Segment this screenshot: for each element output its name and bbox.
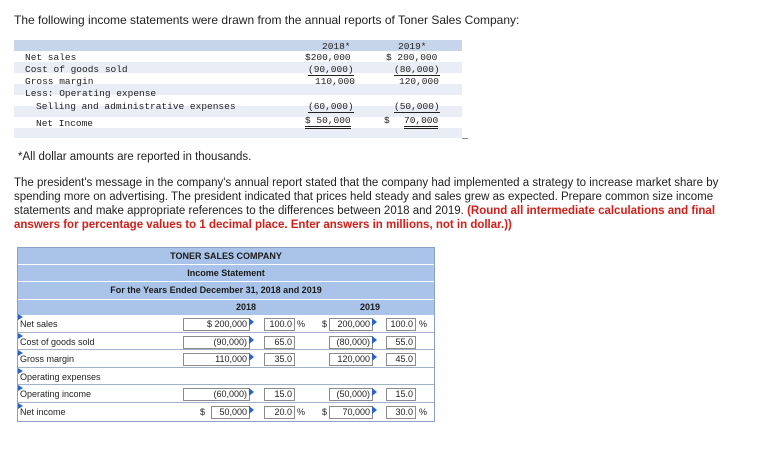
flag-icon	[372, 388, 377, 396]
footnote: *All dollar amounts are reported in thousands.	[18, 151, 252, 163]
input-2018-gross-margin[interactable]: 110,000	[183, 353, 250, 366]
given-2018-net-income: $ 50,000	[305, 115, 351, 129]
given-2018-gross-margin: 110,000	[315, 76, 355, 87]
given-income-statement	[14, 40, 462, 138]
row-label-net-sales: Net sales	[20, 319, 58, 329]
col-header-2019: 2019	[360, 302, 381, 312]
input-2018-operating-income[interactable]: (60,000)	[183, 388, 250, 401]
flag-icon	[249, 353, 254, 361]
input-2018-pct-net-income[interactable]: 20.0	[264, 406, 295, 419]
pct-sign: %	[419, 319, 428, 329]
input-2019-pct-operating-income[interactable]: 15.0	[386, 388, 416, 401]
input-2019-pct-cogs[interactable]: 55.0	[386, 336, 416, 349]
problem-text: The president's message in the company's annual report stated that the company had implemented a strategy to increase market share by spending more on advertising. The president indicated that prices held steady and sales grew as expected. Prepare common size income statements and make appropriate references to the differences between 2018 and 2019.	[14, 177, 719, 217]
given-2019-dollar-sign: $	[384, 115, 390, 126]
pct-sign: %	[419, 407, 428, 417]
input-2018-pct-gross-margin[interactable]: 35.0	[264, 353, 295, 366]
input-2018-pct-net-sales[interactable]: 100.0	[264, 318, 295, 331]
given-label-sga: Selling and administrative expenses	[36, 101, 236, 112]
given-label-gross-margin: Gross margin	[25, 76, 94, 87]
row-label-operating-income: Operating income	[20, 389, 92, 399]
row-label-net-income: Net income	[20, 407, 66, 417]
row-label-operating-expenses: Operating expenses	[20, 372, 101, 382]
input-2018-net-income[interactable]: 50,000	[211, 406, 250, 419]
given-label-cogs: Cost of goods sold	[25, 64, 128, 75]
given-label-net-income: Net Income	[36, 118, 94, 129]
dollar-sign: $	[322, 319, 328, 329]
input-2019-pct-net-income[interactable]: 30.0	[386, 406, 416, 419]
flag-icon	[372, 353, 377, 361]
input-2018-net-sales[interactable]: $ 200,000	[183, 318, 250, 331]
row-label-gross-margin: Gross margin	[20, 354, 75, 364]
given-2018-cogs: (90,000)	[308, 64, 354, 75]
problem-paragraph	[14, 176, 734, 232]
flag-icon	[372, 336, 377, 344]
row-label-cogs: Cost of goods sold	[20, 337, 95, 347]
input-2019-operating-income[interactable]: (50,000)	[329, 388, 373, 401]
table-company-header: TONER SALES COMPANY	[18, 248, 434, 264]
dollar-sign: $	[200, 407, 206, 417]
flag-icon	[372, 318, 377, 326]
given-label-net-sales: Net sales	[25, 52, 77, 63]
input-2018-pct-operating-income[interactable]: 15.0	[264, 388, 295, 401]
given-2019-gross-margin: 120,000	[399, 76, 439, 87]
input-2018-pct-cogs[interactable]: 65.0	[264, 336, 295, 349]
input-2019-pct-net-sales[interactable]: 100.0	[386, 318, 416, 331]
col-header-2018: 2018	[236, 302, 257, 312]
given-2018-sga: (60,000)	[308, 101, 354, 112]
given-2019-net-income: 70,000	[404, 115, 438, 129]
input-2019-gross-margin[interactable]: 120,000	[329, 353, 373, 366]
table-period-header: For the Years Ended December 31, 2018 and 2019	[18, 282, 434, 299]
input-2018-cogs[interactable]: (90,000)	[183, 336, 250, 349]
dollar-sign: $	[322, 407, 328, 417]
table-statement-header: Income Statement	[18, 265, 434, 281]
pct-sign: %	[297, 319, 306, 329]
input-2019-pct-gross-margin[interactable]: 45.0	[386, 353, 416, 366]
intro-text: The following income statements were drawn from the annual reports of Toner Sales Company:	[14, 13, 520, 27]
given-2019-sga: (50,000)	[394, 101, 440, 112]
input-2019-net-sales[interactable]: 200,000	[329, 318, 373, 331]
flag-icon	[249, 388, 254, 396]
given-year-2019: 2019*	[398, 41, 427, 52]
pct-sign: %	[297, 407, 306, 417]
given-label-less-opex: Less: Operating expense	[25, 88, 157, 99]
flag-icon	[249, 318, 254, 326]
rounding-instruction: (Round all intermediate calculations and final answers for percentage values to 1 decimal place. Enter answers in millions, not in dollar.))	[14, 205, 716, 231]
flag-icon	[372, 406, 377, 414]
common-size-income-statement	[17, 247, 435, 422]
given-2019-cogs: (80,000)	[394, 64, 440, 75]
input-2019-cogs[interactable]: (80,000)	[329, 336, 373, 349]
given-header-band	[14, 40, 462, 51]
given-year-2018: 2018*	[322, 41, 351, 52]
flag-icon	[249, 336, 254, 344]
input-2019-net-income[interactable]: 70,000	[329, 406, 373, 419]
given-2019-net-sales: $ 200,000	[386, 52, 438, 63]
flag-icon	[249, 406, 254, 414]
given-2018-net-sales: $200,000	[305, 52, 351, 63]
